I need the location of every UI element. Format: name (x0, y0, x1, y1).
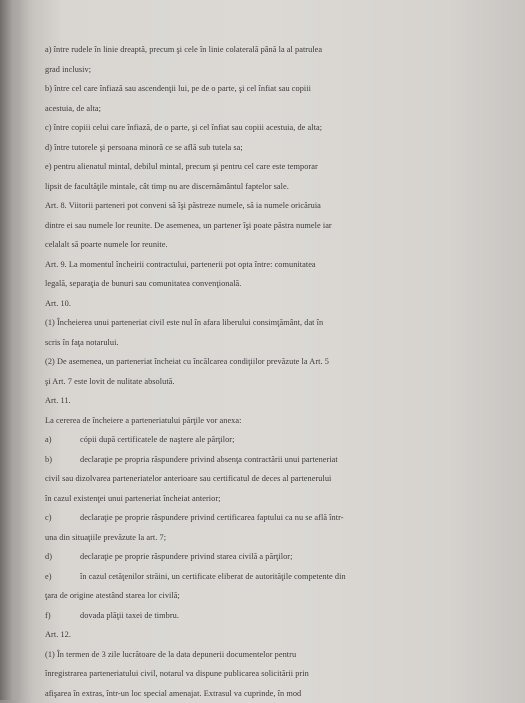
list-marker: a) (45, 430, 80, 450)
list-marker: d) (45, 547, 80, 567)
document-line: în cazul existenţei unui parteneriat încheiat anterior; (45, 489, 463, 509)
document-line: celalalt să poarte numele lor reunite. (45, 235, 463, 255)
list-item-text: în cazul cetăţenilor străini, un certificate eliberat de autorităţile competente din (80, 572, 346, 581)
document-line: ţara de origine atestând starea lor civilă; (45, 586, 463, 606)
document-line: acestuia, de alta; (45, 99, 463, 119)
document-line: La cererea de încheiere a parteneriatului părţile vor anexa: (45, 411, 463, 431)
document-line: scris în faţa notarului. (45, 333, 463, 353)
list-item-text: declaraţie pe proprie răspundere privind certificarea faptului ca nu se află într- (80, 513, 344, 522)
document-line: civil sau dizolvarea parteneriatelor anterioare sau certificatul de deces al partenerului (45, 469, 463, 489)
document-line: înregistrarea parteneriatului civil, notarul va dispune publicarea solicitării prin (45, 664, 463, 684)
document-line (45, 547, 463, 567)
list-item-text: dovada plăţii taxei de timbru. (80, 611, 179, 620)
document-line: grad inclusiv; (45, 60, 463, 80)
document-line: (1) Încheierea unui parteneriat civil este nul în afara liberului consimţământ, dat în (45, 313, 463, 333)
document-line: Art. 10. (45, 294, 463, 314)
document-body (45, 40, 463, 703)
document-line: Art. 11. (45, 391, 463, 411)
list-item-text: cópii după certificatele de naştere ale părţilor; (80, 435, 234, 444)
document-line (45, 606, 463, 626)
document-line: b) între cel care înfiază sau ascendenţii lui, pe de o parte, şi cel înfiat sau copiii (45, 79, 463, 99)
list-marker: e) (45, 567, 80, 587)
document-line (45, 430, 463, 450)
document-line (45, 567, 463, 587)
list-item-text: declaraţie pe proprie răspundere privind starea civilă a părţilor; (80, 552, 292, 561)
document-line: a) între rudele în linie dreaptă, precum şi cele în linie colaterală până la al patrulea (45, 40, 463, 60)
document-line: Art. 9. La momentul încheirii contractului, partenerii pot opta între: comunitatea (45, 255, 463, 275)
document-line: (2) De asemenea, un parteneriat încheiat cu încălcarea condiţiilor prevăzute la Art. 5 (45, 352, 463, 372)
document-line (45, 508, 463, 528)
page-shadow-edge (0, 0, 22, 700)
document-line: Art. 8. Viitorii parteneri pot conveni să îşi păstreze numele, să ia numele oricăruia (45, 196, 463, 216)
document-line: (1) În termen de 3 zile lucrătoare de la data depunerii documentelor pentru (45, 645, 463, 665)
document-line: Art. 12. (45, 625, 463, 645)
document-line: şi Art. 7 este lovit de nulitate absolută. (45, 372, 463, 392)
document-line: c) între copiii celui care înfiază, de o parte, şi cel înfiat sau copiii acestuia, de alta; (45, 118, 463, 138)
document-line (45, 450, 463, 470)
list-marker: f) (45, 606, 80, 626)
document-line: una din situaţiile prevăzute la art. 7; (45, 528, 463, 548)
document-line: afişarea în extras, într-un loc special amenajat. Extrasul va cuprinde, în mod (45, 684, 463, 703)
document-line: e) pentru alienatul mintal, debilul mintal, precum şi pentru cel care este temporar (45, 157, 463, 177)
list-marker: c) (45, 508, 80, 528)
list-marker: b) (45, 450, 80, 470)
list-item-text: declaraţie pe propria răspundere privind absenţa contractării unui parteneriat (80, 455, 338, 464)
document-line: lipsit de facultăţile mintale, cât timp nu are discernământul faptelor sale. (45, 177, 463, 197)
document-line: d) între tutorele şi persoana minoră ce se află sub tutela sa; (45, 138, 463, 158)
document-line: legală, separaţia de bunuri sau comunitatea convenţională. (45, 274, 463, 294)
document-line: dintre ei sau numele lor reunite. De asemenea, un partener îşi poate păstra numele iar (45, 216, 463, 236)
